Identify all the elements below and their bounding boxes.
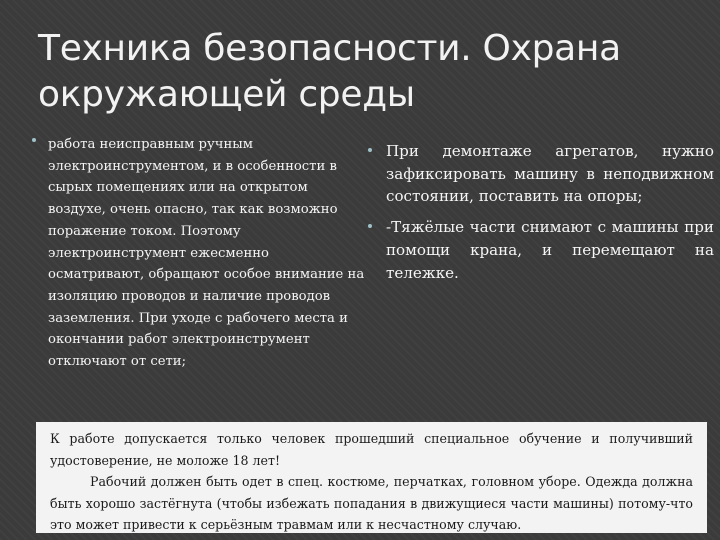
right-bullet-item bbox=[366, 140, 714, 208]
bullet-icon bbox=[368, 224, 372, 228]
right-bullet-item bbox=[366, 216, 714, 284]
right-column bbox=[366, 140, 714, 292]
bullet-icon bbox=[32, 138, 36, 142]
left-bullet-item bbox=[32, 134, 367, 373]
right-bullet-text: При демонтаже агрегатов, нужно зафиксировать машину в неподвижном состоянии, поставить на опоры; bbox=[386, 142, 714, 206]
bottom-paragraph-2: Рабочий должен быть одет в спец. костюме, перчатках, головном уборе. Одежда должна быть хорошо застёгнута (чтобы избежать попадания в движущиеся части машины) потому-что это может привести к серьёзным травмам или к несчастному случаю. bbox=[50, 474, 693, 532]
bottom-text bbox=[50, 428, 693, 536]
bullet-icon bbox=[368, 148, 372, 152]
bottom-paragraph-1: К работе допускается только человек прошедший специальное обучение и получивший удостоверение, не моложе 18 лет! bbox=[50, 431, 693, 468]
right-bullet-text: -Тяжёлые части снимают с машины при помощи крана, и перемещают на тележке. bbox=[386, 218, 714, 282]
left-column bbox=[32, 134, 367, 373]
slide-title: Техника безопасности. Охрана окружающей среды bbox=[38, 28, 621, 115]
left-bullet-text: работа неисправным ручным электроинструментом, и в особенности в сырых помещениях или на открытом воздухе, очень опасно, так как возможно поражение током. Поэтому электроинструмент ежесменно осматривают, обращают особое внимание на изоляцию проводов и наличие проводов заземления. При уходе с рабочего места и окончании работ электроинструмент отключают от сети; bbox=[48, 137, 365, 370]
